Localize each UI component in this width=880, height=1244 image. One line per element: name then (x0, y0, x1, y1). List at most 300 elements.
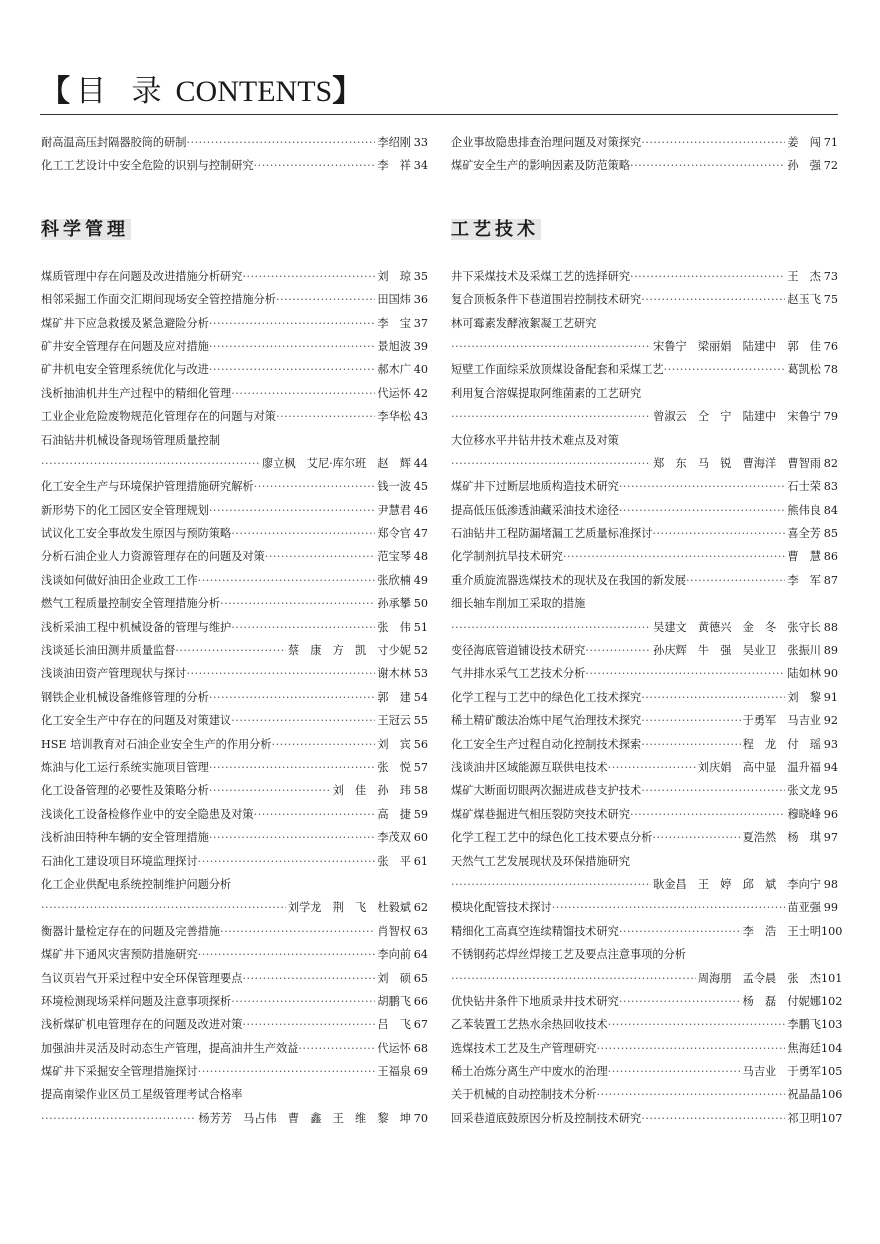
entry-page: 85 (823, 527, 838, 541)
dot-leader (298, 1037, 375, 1060)
entry-author: 李绍刚 (377, 136, 411, 149)
dot-leader (276, 405, 375, 428)
toc-entry[interactable] (41, 312, 428, 335)
toc-entry[interactable] (451, 826, 838, 849)
toc-entry[interactable] (41, 1060, 428, 1083)
toc-entry[interactable] (41, 967, 428, 990)
toc-entry[interactable] (41, 405, 428, 428)
dot-leader (41, 1107, 196, 1130)
dot-leader (272, 733, 376, 756)
entry-title: 煤矿井下过断层地质构造技术研究 (451, 480, 619, 494)
entry-title: 浅析煤矿机电管理存在的问题及改进对策 (41, 1018, 243, 1032)
toc-entry[interactable] (41, 358, 428, 381)
entry-title: 石油钻井工程防漏堵漏工艺质量标准探讨 (451, 527, 653, 541)
entry-page: 42 (413, 386, 428, 400)
dot-leader (630, 154, 785, 177)
entry-author: 杨芳芳 马占伟 曹 鑫 王 维 黎 坤 (198, 1111, 411, 1125)
toc-entry[interactable] (451, 569, 838, 592)
left-column (41, 131, 428, 1130)
entry-author: 孙庆辉 牛 强 吴业卫 张振川 (653, 644, 821, 658)
toc-entry[interactable] (41, 920, 428, 943)
toc-entry[interactable] (41, 733, 428, 756)
toc-entry[interactable] (41, 154, 428, 177)
entry-title: 化学制剂抗旱技术研究 (451, 550, 563, 564)
entry-author: 于勇军 马吉业 (742, 714, 821, 728)
toc-entry[interactable] (451, 662, 838, 685)
entry-title: HSE 培训教育对石油企业安全生产的作用分析 (41, 737, 272, 751)
toc-entry[interactable] (41, 756, 428, 779)
entry-title: 细长轴车削加工采取的措施 (451, 597, 586, 611)
entry-author: 王冠云 (377, 714, 411, 728)
entry-page: 88 (823, 620, 838, 634)
entry-title: 相邻采掘工作面交汇期间现场安全管控措施分析 (41, 293, 276, 307)
dot-leader (276, 288, 375, 311)
entry-author: 宋鲁宁 梁丽娟 陆建中 郭 佳 (653, 339, 821, 353)
toc-entry[interactable] (41, 265, 428, 288)
entry-title: 变径海底管道铺设技术研究 (451, 644, 586, 658)
entry-title: 化工设备管理的必要性及策略分析 (41, 784, 209, 798)
header-title-cn: 目 录 (76, 74, 170, 109)
entry-page: 95 (823, 784, 838, 798)
toc-entry[interactable] (451, 1107, 843, 1130)
header-title-en: CONTENTS (175, 75, 333, 108)
toc-entry[interactable] (41, 709, 428, 732)
dot-leader (451, 873, 651, 896)
entry-page: 101 (821, 971, 843, 985)
entry-page: 83 (823, 480, 838, 494)
dot-leader (608, 1060, 741, 1083)
entry-title: 石油化工建设项目环境监理探讨 (41, 854, 198, 868)
entry-author: 胡鹏飞 (377, 994, 411, 1008)
entry-title: 浅谈化工设备检修作业中的安全隐患及对策 (41, 807, 254, 821)
entry-page: 43 (413, 410, 428, 424)
toc-entry[interactable] (451, 686, 838, 709)
entry-page: 48 (413, 550, 428, 564)
entry-title: 化工安全生产过程自动化控制技术探索 (451, 737, 642, 751)
entry-page: 45 (413, 480, 428, 494)
header-rule (40, 114, 838, 115)
entry-page: 86 (823, 550, 838, 564)
toc-entry-title-line[interactable] (41, 1083, 428, 1106)
entry-page: 72 (823, 159, 838, 173)
toc-entry[interactable] (451, 896, 838, 919)
dot-leader (451, 452, 651, 475)
toc-entry[interactable] (41, 335, 428, 358)
dot-leader (242, 265, 375, 288)
dot-leader (198, 569, 376, 592)
entry-title: 复合顶板条件下巷道围岩控制技术研究 (451, 293, 642, 307)
entry-author: 周海朋 孟令晨 张 杰 (697, 971, 821, 985)
entry-page: 107 (821, 1111, 843, 1125)
entry-author: 尹慧君 (377, 503, 411, 517)
toc-entry-author-line[interactable] (41, 452, 428, 475)
entry-author: 孙 强 (787, 159, 821, 173)
dot-leader (652, 522, 785, 545)
toc-entry-author-line[interactable] (451, 335, 838, 358)
toc-entry-title-line[interactable] (451, 312, 838, 335)
section-heading-label: 工艺技术 (451, 218, 539, 240)
toc-entry[interactable] (41, 522, 428, 545)
dot-leader (186, 662, 375, 685)
entry-title: 大位移水平井钻井技术难点及对策 (451, 433, 619, 447)
dot-leader (619, 990, 741, 1013)
entry-author: 郑令官 (377, 527, 411, 541)
dot-leader (242, 1013, 375, 1036)
entry-author: 吕 飞 (377, 1018, 411, 1032)
toc-entry[interactable] (451, 990, 843, 1013)
toc-entry[interactable] (451, 709, 838, 732)
entry-author: 张欣楠 (377, 573, 411, 587)
entry-title: 提高南梁作业区员工星级管理考试合格率 (41, 1088, 243, 1102)
section-heading (451, 215, 838, 245)
dot-leader (209, 756, 376, 779)
dot-leader (608, 756, 696, 779)
dot-leader (641, 733, 740, 756)
dot-leader (209, 358, 376, 381)
entry-title: 煤矿井下采掘安全管理措施探讨 (41, 1065, 198, 1079)
entry-page: 87 (823, 573, 838, 587)
dot-leader (209, 686, 376, 709)
entry-title: 浅谈延长油田测井质量监督 (41, 644, 176, 658)
entry-title: 化工企业供配电系统控制维护问题分析 (41, 877, 232, 891)
dot-leader (451, 335, 651, 358)
entry-page: 63 (413, 924, 428, 938)
toc-entry-author-line[interactable] (451, 967, 843, 990)
toc-entry[interactable] (41, 990, 428, 1013)
toc-entry[interactable] (41, 662, 428, 685)
toc-entry[interactable] (451, 1013, 843, 1036)
toc-entry[interactable] (41, 1037, 428, 1060)
entry-page: 94 (823, 760, 838, 774)
entry-title: 化学工程与工艺中的绿色化工技术探究 (451, 690, 642, 704)
entry-author: 李 浩 王士明 (742, 924, 821, 938)
toc-entry[interactable] (41, 499, 428, 522)
entry-title: 乙苯装置工艺热水余热回收技术 (451, 1018, 608, 1032)
toc-entry[interactable] (451, 288, 838, 311)
dot-leader (209, 312, 376, 335)
entry-title: 稀土冶炼分离生产中废水的治理 (451, 1065, 608, 1079)
entry-author: 刘 佳 孙 玮 (332, 784, 411, 798)
dot-leader (198, 943, 376, 966)
toc-entry[interactable] (41, 1013, 428, 1036)
toc-entry[interactable] (41, 639, 428, 662)
entry-author: 张文龙 (787, 784, 821, 798)
toc-entry-title-line[interactable] (451, 382, 838, 405)
entry-author: 李 祥 (377, 159, 411, 173)
entry-page: 90 (823, 667, 838, 681)
entry-page: 105 (821, 1065, 843, 1079)
entry-author: 夏浩然 杨 琪 (742, 831, 821, 845)
dot-leader (209, 335, 376, 358)
entry-page: 51 (413, 620, 428, 634)
toc-entry[interactable] (41, 475, 428, 498)
entry-title: 煤矿井下应急救援及紧急避险分析 (41, 316, 209, 330)
toc-entry[interactable] (451, 1037, 843, 1060)
entry-page: 49 (413, 573, 428, 587)
entry-author: 喜全芳 (787, 527, 821, 541)
entry-author: 刘 琼 (377, 269, 411, 283)
toc-entry[interactable] (41, 545, 428, 568)
entry-title: 煤矿煤巷掘进气相压裂防突技术研究 (451, 807, 631, 821)
dot-leader (231, 709, 375, 732)
entry-page: 44 (413, 456, 428, 470)
toc-entry[interactable] (41, 288, 428, 311)
toc-entry-author-line[interactable] (451, 452, 838, 475)
dot-leader (596, 1083, 785, 1106)
toc-entry[interactable] (41, 803, 428, 826)
entry-title: 耐高温高压封隔器胶筒的研制 (41, 136, 187, 149)
entry-author: 景旭波 (377, 339, 411, 353)
entry-author: 马吉业 于勇军 (742, 1065, 821, 1079)
toc-entry-author-line[interactable] (41, 1107, 428, 1130)
dot-leader (641, 686, 785, 709)
entry-title: 稀土精矿酸法冶炼中尾气治理技术探究 (451, 714, 642, 728)
entry-author: 石士荣 (787, 480, 821, 494)
section-heading (41, 215, 428, 245)
entry-page: 84 (823, 503, 838, 517)
entry-page: 71 (823, 136, 838, 149)
entry-title: 刍议页岩气开采过程中安全环保管理要点 (41, 971, 243, 985)
dot-leader (254, 154, 376, 177)
entry-page: 54 (413, 690, 428, 704)
toc-entry-title-line[interactable] (451, 592, 838, 615)
toc-entry[interactable] (451, 639, 838, 662)
entry-title: 浅析采油工程中机械设备的管理与维护 (41, 620, 232, 634)
entry-page: 66 (413, 994, 428, 1008)
entry-title: 回采巷道底鼓原因分析及控制技术研究 (451, 1111, 642, 1125)
entry-page: 96 (823, 807, 838, 821)
entry-page: 61 (413, 854, 428, 868)
dot-leader (41, 896, 286, 919)
entry-author: 李茂双 (377, 831, 411, 845)
toc-entry[interactable] (41, 382, 428, 405)
entry-author: 李向前 (377, 948, 411, 962)
entry-title: 优快钻井条件下地质录井技术研究 (451, 994, 619, 1008)
entry-author: 肖智权 (377, 924, 411, 938)
entry-author: 祁卫明 (787, 1111, 821, 1125)
toc-entry[interactable] (451, 545, 838, 568)
entry-page: 60 (413, 831, 428, 845)
toc-entry[interactable] (41, 592, 428, 615)
entry-author: 王福泉 (377, 1065, 411, 1079)
entry-title: 化工安全生产与环境保护管理措施研究解析 (41, 480, 254, 494)
dot-leader (630, 803, 785, 826)
entry-page: 78 (823, 363, 838, 377)
entry-page: 79 (823, 410, 838, 424)
toc-entry-author-line[interactable] (451, 616, 838, 639)
dot-leader (209, 499, 376, 522)
entry-page: 104 (821, 1041, 843, 1055)
entry-author: 田国炜 (377, 293, 411, 307)
entry-title: 衡器计量检定存在的问题及完善措施 (41, 924, 221, 938)
toc-entry-title-line[interactable] (451, 850, 838, 873)
toc-entry-author-line[interactable] (41, 896, 428, 919)
entry-page: 36 (413, 293, 428, 307)
entry-page: 76 (823, 339, 838, 353)
dot-leader (608, 1013, 786, 1036)
toc-entry[interactable] (451, 499, 838, 522)
entry-author: 郭 建 (377, 690, 411, 704)
entry-title: 林可霉素发酵液絮凝工艺研究 (451, 316, 597, 330)
toc-entry[interactable] (451, 1060, 843, 1083)
entry-author: 曹 慧 (787, 550, 821, 564)
toc-entry[interactable] (41, 943, 428, 966)
entry-title: 浅谈如何做好油田企业政工工作 (41, 573, 198, 587)
dot-leader (220, 920, 375, 943)
toc-entry[interactable] (41, 826, 428, 849)
entry-page: 102 (821, 994, 843, 1008)
entry-author: 王 杰 (787, 269, 821, 283)
entry-title: 关于机械的自动控制技术分析 (451, 1088, 597, 1102)
entry-author: 孙承攀 (377, 597, 411, 611)
entry-author: 郑 东 马 锐 曹海洋 曹智雨 (653, 456, 821, 470)
entry-author: 蔡 康 方 凯 寸少妮 (287, 644, 411, 658)
dot-leader (254, 475, 376, 498)
dot-leader (198, 1060, 376, 1083)
toc-entry[interactable] (451, 920, 843, 943)
toc-entry[interactable] (451, 475, 838, 498)
section-heading-label: 科学管理 (41, 218, 129, 240)
entry-title: 炼油与化工运行系统实施项目管理 (41, 760, 209, 774)
entry-page: 64 (413, 948, 428, 962)
dot-leader (231, 522, 375, 545)
dot-leader (552, 896, 786, 919)
entry-title: 试议化工安全事故发生原因与预防策略 (41, 527, 232, 541)
entry-page: 47 (413, 527, 428, 541)
entry-author: 高 捷 (377, 807, 411, 821)
toc-entry-title-line[interactable] (451, 943, 838, 966)
toc-entry[interactable] (451, 803, 838, 826)
entry-author: 廖立枫 艾尼·库尔班 赵 辉 (262, 456, 411, 470)
toc-entry[interactable] (451, 522, 838, 545)
toc-entry[interactable] (451, 779, 838, 802)
entry-title: 分析石油企业人力资源管理存在的问题及对策 (41, 550, 265, 564)
entry-page: 100 (821, 924, 843, 938)
toc-entry[interactable] (41, 131, 428, 154)
entry-page: 33 (413, 136, 428, 149)
entry-title: 重介质旋流器选煤技术的现状及在我国的新发展 (451, 573, 686, 587)
entry-title: 新形势下的化工园区安全管理规划 (41, 503, 209, 517)
dot-leader (664, 358, 786, 381)
dot-leader (41, 452, 260, 475)
entry-author: 刘 黎 (787, 690, 821, 704)
dot-leader (641, 709, 740, 732)
entry-title: 企业事故隐患排查治理问题及对策探究 (451, 136, 642, 149)
toc-entry[interactable] (41, 616, 428, 639)
entry-title: 利用复合溶媒提取阿维菌素的工艺研究 (451, 386, 642, 400)
toc-entry[interactable] (451, 131, 838, 154)
toc-entry-title-line[interactable] (451, 429, 838, 452)
entry-page: 50 (413, 597, 428, 611)
toc-entry[interactable] (41, 779, 428, 802)
dot-leader (254, 803, 376, 826)
entry-author: 张 伟 (377, 620, 411, 634)
entry-page: 91 (823, 690, 838, 704)
entry-title: 选煤技术工艺及生产管理研究 (451, 1041, 597, 1055)
entry-author: 祝晶晶 (787, 1088, 821, 1102)
entry-author: 范宝琴 (377, 550, 411, 564)
entry-page: 70 (413, 1111, 428, 1125)
dot-leader (619, 920, 741, 943)
entry-title: 浅析抽油机井生产过程中的精细化管理 (41, 386, 232, 400)
dot-leader (186, 131, 375, 154)
toc-entry[interactable] (451, 358, 838, 381)
toc-entry-title-line[interactable] (41, 429, 428, 452)
entry-author: 张 平 (377, 854, 411, 868)
header-open-bracket: 【 (40, 74, 70, 109)
toc-header (40, 72, 362, 112)
dot-leader (585, 639, 651, 662)
entry-title: 化工安全生产中存在的问题及对策建议 (41, 714, 232, 728)
dot-leader (451, 405, 651, 428)
entry-title: 气井排水采气工艺技术分析 (451, 667, 586, 681)
toc-entry[interactable] (451, 1083, 843, 1106)
entry-title: 煤矿井下通风灾害预防措施研究 (41, 948, 198, 962)
toc-entry[interactable] (451, 154, 838, 177)
dot-leader (563, 545, 786, 568)
entry-author: 李华松 (377, 410, 411, 424)
dot-leader (619, 499, 786, 522)
entry-page: 97 (823, 831, 838, 845)
dot-leader (596, 1037, 785, 1060)
entry-page: 34 (413, 159, 428, 173)
toc-entry[interactable] (41, 569, 428, 592)
entry-author: 葛凯松 (787, 363, 821, 377)
toc-entry-title-line[interactable] (41, 873, 428, 896)
entry-title: 钢铁企业机械设备维修管理的分析 (41, 690, 209, 704)
toc-entry-author-line[interactable] (451, 873, 838, 896)
toc-entry[interactable] (451, 265, 838, 288)
entry-title: 浅析油田特种车辆的安全管理措施 (41, 831, 209, 845)
entry-title: 精细化工高真空连续精馏技术研究 (451, 924, 619, 938)
entry-page: 75 (823, 293, 838, 307)
entry-title: 短壁工作面综采放顶煤设备配套和采煤工艺 (451, 363, 664, 377)
entry-page: 52 (413, 644, 428, 658)
toc-entry-author-line[interactable] (451, 405, 838, 428)
entry-author: 代运怀 (377, 1041, 411, 1055)
dot-leader (209, 826, 376, 849)
entry-page: 82 (823, 456, 838, 470)
entry-author: 郝木广 (377, 363, 411, 377)
entry-author: 刘 宾 (377, 737, 411, 751)
toc-entry[interactable] (41, 686, 428, 709)
entry-author: 代运怀 (377, 386, 411, 400)
entry-title: 化学工程工艺中的绿色化工技术要点分析 (451, 831, 653, 845)
entry-page: 39 (413, 339, 428, 353)
entry-title: 天然气工艺发展现状及环保措施研究 (451, 854, 631, 868)
dot-leader (451, 616, 651, 639)
dot-leader (641, 288, 785, 311)
entry-author: 刘 硕 (377, 971, 411, 985)
entry-author: 曾淑云 仝 宁 陆建中 宋鲁宁 (653, 410, 821, 424)
toc-entry[interactable] (451, 733, 838, 756)
dot-leader (265, 545, 376, 568)
toc-entry[interactable] (41, 850, 428, 873)
entry-title: 矿井机电安全管理系统优化与改进 (41, 363, 209, 377)
entry-author: 陆如林 (787, 667, 821, 681)
dot-leader (630, 265, 785, 288)
toc-entry[interactable] (451, 756, 838, 779)
entry-page: 68 (413, 1041, 428, 1055)
entry-author: 钱一波 (377, 480, 411, 494)
entry-page: 106 (821, 1088, 843, 1102)
entry-page: 93 (823, 737, 838, 751)
dot-leader (641, 131, 785, 154)
entry-title: 不锈钢药芯焊丝焊接工艺及要点注意事项的分析 (451, 948, 686, 962)
dot-leader (231, 990, 375, 1013)
entry-title: 浅谈油井区域能源互联供电技术 (451, 760, 608, 774)
entry-title: 燃气工程质量控制安全管理措施分析 (41, 597, 221, 611)
